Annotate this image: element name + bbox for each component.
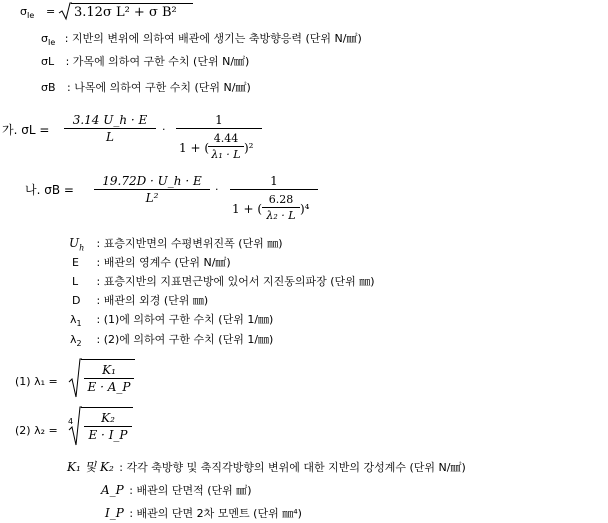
formula-ga-den2-num: 4.44: [213, 132, 239, 145]
formula-na-label: 나. σB =: [25, 183, 74, 197]
formula-lambda1-frac: [84, 364, 134, 393]
def-lambda2: [70, 333, 274, 349]
def-sigma-l: [41, 56, 249, 67]
formula-lambda2-frac: [84, 412, 132, 441]
formula-lambda2-num: K₂: [101, 411, 115, 425]
formula-ga-dot: ·: [162, 123, 166, 136]
root-symbol-lambda2: [68, 406, 82, 446]
formula-ga-frac2: [176, 114, 262, 131]
def-symbol: σ: [41, 32, 48, 45]
def-symbol: A_P: [101, 483, 124, 497]
formula-na-frac1: [94, 175, 210, 204]
def-ip: [105, 507, 302, 519]
formula-na-frac2: [230, 175, 318, 192]
formula-top-lhs: σ: [20, 5, 27, 18]
formula-ga-den1: L: [106, 130, 114, 144]
def-symbol: L: [72, 275, 79, 288]
def-text: : 지반의 변위에 의하여 배관에 생기는 축방향응력 (단위 N/㎟): [64, 32, 362, 45]
def-d: [72, 295, 208, 306]
formula-na-den2-post: )⁴: [300, 202, 310, 216]
formula-na-den2-pre: 1 + (: [232, 202, 262, 216]
def-l: [72, 276, 375, 287]
formula-lambda1-num: K₁: [102, 363, 116, 377]
def-symbol-sub: 2: [76, 339, 82, 349]
formula-na-num1: 19.72D · U_h · E: [102, 174, 202, 188]
def-text: : 표층지반의 지표면근방에 있어서 지진동의파장 (단위 ㎜): [96, 275, 375, 288]
def-lambda1: [70, 313, 274, 329]
formula-ga-den2-pre: 1 + (: [179, 141, 209, 155]
formula-lambda1-den: E · A_P: [87, 380, 131, 394]
formula-ga-den2-den: λ₁ · L: [211, 148, 241, 161]
formula-ga-num2: 1: [215, 113, 223, 127]
formula-na-num2: 1: [270, 174, 278, 188]
def-text: : 나목에 의하여 구한 수치 (단위 N/㎟): [67, 81, 251, 94]
formula-ga-den2-frac: [208, 133, 244, 160]
formula-lambda2-den: E · I_P: [88, 428, 128, 442]
formula-lambda2-label: (2) λ₂ =: [15, 424, 58, 437]
def-text: : 표층지반면의 수평변위진폭 (단위 ㎜): [96, 237, 283, 250]
def-text: : 가목에 의하여 구한 수치 (단위 N/㎟): [65, 55, 250, 68]
formula-top-lhs-sub: Ie: [26, 11, 35, 21]
def-symbol-sub: 1: [76, 319, 82, 329]
sqrt-symbol-top: [58, 2, 72, 20]
formula-na-den2-frac: [262, 194, 300, 221]
def-symbol-sub: h: [79, 243, 85, 253]
formula-lambda1-label: (1) λ₁ =: [15, 375, 58, 388]
def-symbol-sub: Ie: [47, 38, 56, 48]
formula-ga-num1: 3.14 U_h · E: [72, 113, 148, 127]
def-symbol: σL: [41, 55, 55, 68]
def-symbol: K₁ 및 K₂: [67, 460, 114, 474]
def-symbol: E: [72, 256, 79, 269]
def-symbol: I_P: [105, 506, 124, 520]
def-uh: [69, 236, 283, 253]
def-text: : (2)에 의하여 구한 수치 (단위 1/㎜): [96, 333, 274, 346]
formula-na-den2-den: λ₂ · L: [266, 209, 296, 222]
def-symbol: λ: [70, 333, 77, 346]
def-text: : 각각 축방향 및 축직각방향의 변위에 대한 지반의 강성계수 (단위 N/㎟): [119, 461, 466, 474]
formula-ga-label: 가. σL =: [2, 123, 50, 137]
def-symbol: σB: [41, 81, 56, 94]
def-text: : 배관의 단면 2차 모멘트 (단위 ㎜⁴): [129, 507, 302, 520]
def-text: : 배관의 외경 (단위 ㎜): [96, 294, 209, 307]
formula-ga-den2-post: )²: [244, 141, 254, 155]
def-text: : (1)에 의하여 구한 수치 (단위 1/㎜): [96, 313, 274, 326]
def-k1-k2: [67, 461, 466, 473]
def-sigma-b: [41, 82, 251, 93]
formula-na-den2-num: 6.28: [268, 193, 294, 206]
formula-lambda2-root-index: 4: [68, 417, 74, 426]
def-symbol: λ: [70, 313, 77, 326]
formula-na-den1: L²: [145, 191, 159, 205]
def-e: [72, 257, 231, 268]
def-text: : 배관의 단면적 (단위 ㎟): [129, 484, 252, 497]
formula-ga-frac1: [64, 114, 156, 143]
def-symbol: D: [72, 294, 81, 307]
sqrt-symbol-lambda1: [68, 358, 82, 398]
def-text: : 배관의 영계수 (단위 N/㎟): [96, 256, 231, 269]
formula-na-dot: ·: [215, 183, 219, 196]
def-sigma-ie: [41, 32, 362, 48]
def-symbol: U: [69, 236, 80, 250]
def-ap: [101, 484, 252, 496]
formula-top-radicand: 3.12σ L² + σ B²: [74, 5, 177, 20]
formula-top-eq: =: [46, 5, 56, 18]
